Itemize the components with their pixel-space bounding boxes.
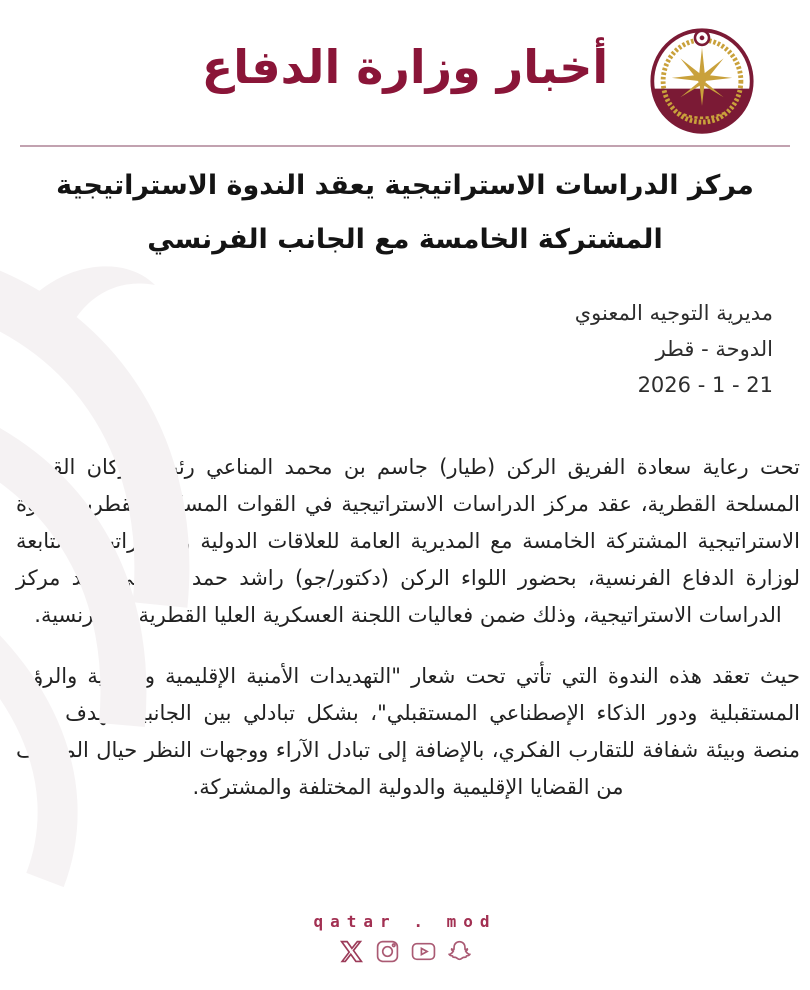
footer: [0, 912, 810, 964]
meta-location: الدوحة - قطر: [655, 337, 773, 361]
youtube-icon[interactable]: [411, 939, 436, 964]
social-handle: qatar . mod: [313, 912, 497, 931]
article-paragraph: تحت رعاية سعادة الفريق الركن (طيار) جاسم بن محمد المناعي رئيس أركان القوات المسلحة القطرية، عقد مركز الدراسات الاستراتيجية في القوات المسلحة القطرية الندوة الاستراتيجية المشتركة الخامسة مع المديرية العامة للعلاقات الدولية والاستراتيجية التابعة لوزارة الدفاع الفرنسية، بحضور اللواء الركن (دكتور/جو) راشد حمد النعيمي قائد مركز الدراسات الاستراتيجية، وذلك ضمن فعاليات اللجنة العسكرية العليا القطرية - الفرنسية.: [16, 455, 800, 627]
article-body: [0, 449, 810, 806]
article-paragraph: حيث تعقد هذه الندوة التي تأتي تحت شعار "التهديدات الأمنية الإقليمية والدولية والرؤية المستقبلية ودور الذكاء الإصطناعي المستقبلي"، بشكل تبادلي بين الجانبين بهدف خلق منصة وبيئة شفافة للتقارب الفكري، بالإضافة إلى تبادل الآراء ووجهات النظر حيال المواقف من القضايا الإقليمية والدولية المختلفة والمشتركة.: [16, 664, 800, 799]
snapchat-icon[interactable]: [447, 939, 472, 964]
article-meta: [0, 295, 810, 403]
article-headline: مركز الدراسات الاستراتيجية يعقد الندوة الاستراتيجية المشتركة الخامسة مع الجانب الفرنسي: [56, 170, 754, 255]
social-icons-row: [0, 939, 810, 964]
meta-directorate: مديرية التوجيه المعنوي: [574, 301, 773, 325]
x-twitter-icon[interactable]: [339, 939, 364, 964]
header: [0, 0, 810, 145]
qatar-mod-emblem-logo: [648, 26, 756, 134]
instagram-icon[interactable]: [375, 939, 400, 964]
header-divider: [20, 145, 790, 147]
page-title: أخبار وزارة الدفاع: [201, 40, 609, 94]
meta-date: 21 - 1 - 2026: [637, 373, 773, 397]
